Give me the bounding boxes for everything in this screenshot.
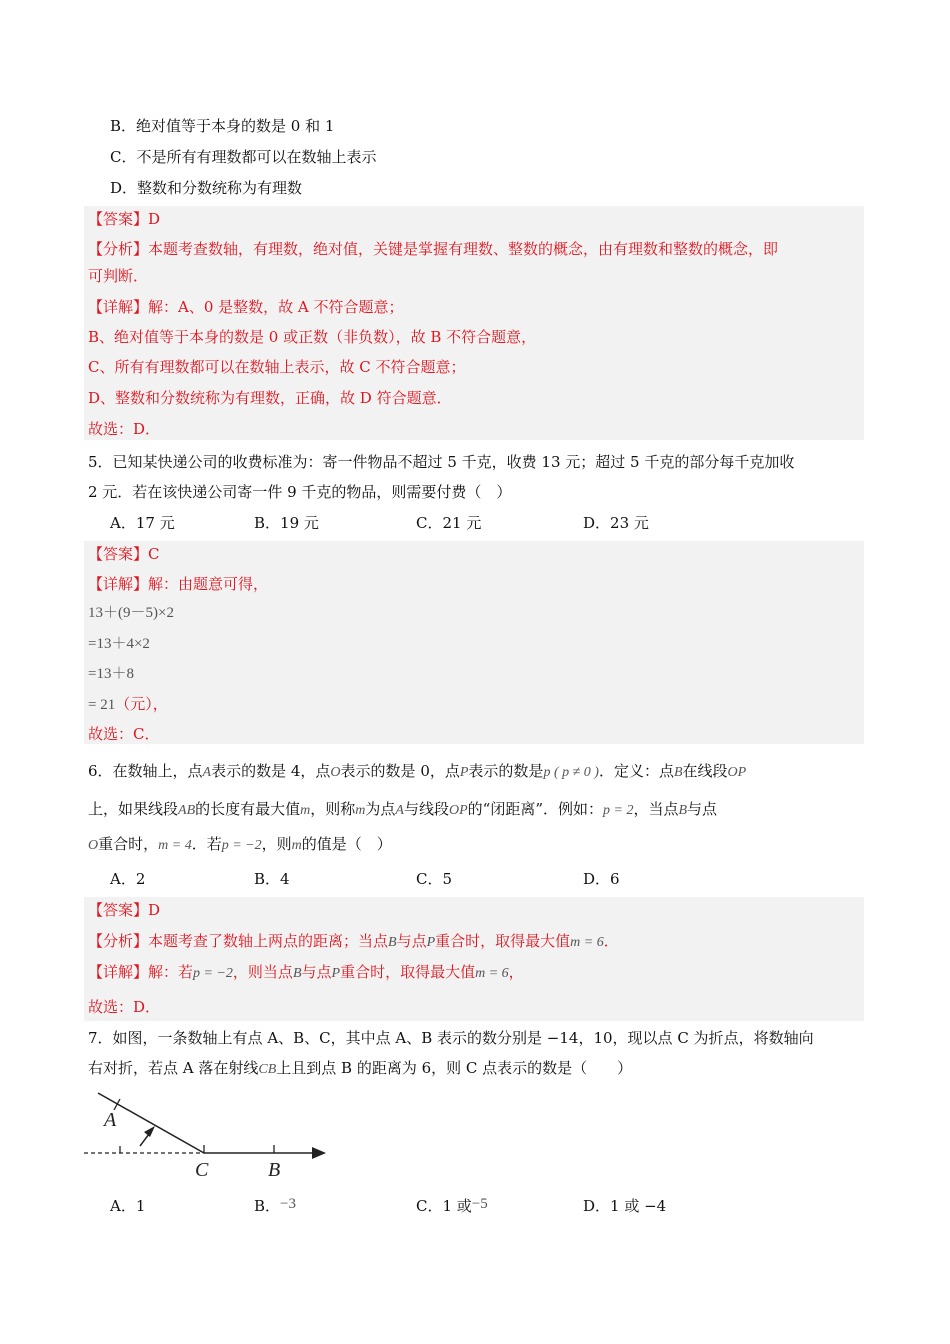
q6-text: 与点 — [687, 800, 718, 818]
q6-expr-p2: p = 2 — [603, 803, 634, 818]
q7-number-line-figure — [84, 1088, 334, 1183]
q5-calc-unit: （元）， — [115, 695, 168, 713]
q6-text: 为点 — [365, 800, 396, 818]
q5-calc-line3: =13＋8 — [88, 666, 134, 682]
q6-analysis — [88, 931, 619, 953]
q6-segment-op: OP — [727, 765, 747, 780]
q6-text: 的长度有最大值 — [195, 800, 301, 818]
q7-option-c — [416, 1196, 488, 1217]
q6-point-o: O — [88, 838, 99, 853]
q6-point-p: P — [426, 935, 436, 950]
q5-conclusion: 故选：C． — [88, 725, 160, 743]
q6-detail-text: ， — [508, 963, 524, 981]
q6-detail — [88, 962, 524, 984]
q6-expr-p: p ( p ≠ 0 ) — [543, 765, 599, 780]
q6-analysis-text: ． — [603, 932, 619, 950]
q4-detail-line4: D、整数和分数统称为有理数，正确，故 D 符合题意． — [88, 389, 452, 407]
q6-detail-text: 【详解】解：若 — [88, 963, 194, 981]
q6-analysis-text: 与点 — [396, 932, 427, 950]
q6-text: ，则 — [261, 835, 292, 853]
q6-stem-line1 — [88, 761, 746, 783]
q5-option-c: C．21 元 — [416, 514, 482, 532]
q6-text: ，则称 — [310, 800, 356, 818]
q6-expr-pm2: p = −2 — [221, 838, 262, 853]
q7-option-c-value: −5 — [471, 1196, 488, 1212]
q7-option-c-label: C．1 或 — [416, 1197, 472, 1215]
q7-stem-text: 上且到点 B 的距离为 6，则 C 点表示的数是（ ） — [276, 1059, 633, 1077]
q6-stem-line2 — [88, 799, 717, 821]
q4-detail-line2: B、绝对值等于本身的数是 0 或正数（非负数），故 B 不符合题意， — [88, 328, 537, 346]
q6-segment-op: OP — [449, 803, 468, 818]
q6-text: 表示的数是 — [468, 762, 544, 780]
q5-stem-line1: 5．已知某快递公司的收费标准为：寄一件物品不超过 5 千克，收费 13 元；超过 5 千克的部分每千克加收 — [88, 453, 795, 471]
q7-fold-arrowhead — [144, 1126, 155, 1137]
q6-text: ．定义：点 — [598, 762, 674, 780]
q5-answer-box — [84, 541, 864, 744]
q6-text: 上，如果线段 — [88, 800, 179, 818]
q6-text: ．若 — [191, 835, 222, 853]
q6-answer: 【答案】D — [88, 901, 161, 919]
q4-option-b: B．绝对值等于本身的数是 0 和 1 — [110, 117, 335, 135]
q6-conclusion: 故选：D． — [88, 998, 161, 1016]
q6-expr-m6: m = 6 — [475, 966, 509, 981]
q7-option-b-label: B． — [254, 1197, 281, 1215]
q6-text: 表示的数是 0，点 — [340, 762, 460, 780]
q5-calc-line1: 13＋(9－5)×2 — [88, 605, 174, 621]
q6-text: ，当点 — [633, 800, 679, 818]
q6-point-b: B — [388, 935, 397, 950]
q5-calc-line4 — [88, 694, 168, 715]
q7-label-c: C — [195, 1159, 209, 1181]
q4-option-d: D．整数和分数统称为有理数 — [110, 179, 303, 197]
q6-analysis-text: 【分析】本题考查了数轴上两点的距离；当点 — [88, 932, 389, 950]
q6-point-b: B — [292, 966, 302, 981]
q5-answer: 【答案】C — [88, 545, 160, 563]
q7-stem-line2 — [88, 1058, 632, 1080]
q4-analysis-line1: 【分析】本题考查数轴，有理数，绝对值，关键是掌握有理数、整数的概念，由有理数和整数的概念，即 — [88, 240, 779, 258]
q7-stem-text: 右对折，若点 A 落在射线 — [88, 1059, 259, 1077]
q7-ray-cb: CB — [258, 1062, 277, 1077]
q6-text: 重合时， — [98, 835, 159, 853]
q6-option-d: D．6 — [583, 870, 620, 888]
q6-point-b: B — [678, 803, 688, 818]
q5-calc-line2: =13＋4×2 — [88, 636, 150, 652]
q6-point-p: P — [459, 765, 469, 780]
q6-var-m: m — [300, 803, 311, 818]
q6-analysis-text: 重合时，取得最大值 — [435, 932, 571, 950]
q7-axis-arrowhead — [312, 1147, 326, 1159]
q7-option-d: D．1 或 −4 — [583, 1197, 667, 1215]
q6-segment-ab: AB — [178, 803, 196, 818]
q6-point-o: O — [330, 765, 341, 780]
q6-detail-text: ，则当点 — [232, 963, 293, 981]
q7-option-a: A．1 — [110, 1197, 146, 1215]
q6-text: 的值是（ ） — [301, 835, 392, 853]
q4-analysis-line2: 可判断． — [88, 267, 149, 285]
q6-text: 在线段 — [682, 762, 728, 780]
q6-expr-m6: m = 6 — [570, 935, 604, 950]
q4-detail-line3: C、所有有理数都可以在数轴上表示，故 C 不符合题意； — [88, 358, 466, 376]
q7-stem-line1: 7．如图，一条数轴上有点 A、B、C，其中点 A、B 表示的数分别是 −14，10，现以点 C 为折点，将数轴向 — [88, 1029, 814, 1047]
q6-expr-pm2: p = −2 — [193, 966, 233, 981]
q5-calc-result: = 21 — [88, 697, 116, 713]
q6-point-a: A — [202, 765, 212, 780]
q6-var-m: m — [291, 838, 302, 853]
q6-detail-text: 重合时，取得最大值 — [340, 963, 476, 981]
q6-text: 6．在数轴上，点 — [88, 762, 203, 780]
q4-option-c: C．不是所有有理数都可以在数轴上表示 — [110, 148, 377, 166]
q4-conclusion: 故选：D． — [88, 420, 161, 438]
q5-option-b: B．19 元 — [254, 514, 319, 532]
q7-label-b: B — [268, 1159, 281, 1181]
q7-option-b — [254, 1196, 296, 1217]
q7-label-a: A — [104, 1109, 117, 1131]
q6-detail-text: 与点 — [301, 963, 332, 981]
q6-option-a: A．2 — [110, 870, 146, 888]
q6-point-p: P — [331, 966, 341, 981]
q6-stem-line3 — [88, 834, 392, 856]
q5-option-a: A．17 元 — [110, 514, 175, 532]
q6-option-c: C．5 — [416, 870, 453, 888]
q6-point-b: B — [673, 765, 683, 780]
q6-var-m: m — [355, 803, 366, 818]
q4-detail-line1: 【详解】解：A、0 是整数，故 A 不符合题意； — [88, 298, 404, 316]
q6-answer-box — [84, 897, 864, 1021]
q6-point-a: A — [395, 803, 404, 818]
q5-detail-intro: 【详解】解：由题意可得， — [88, 575, 269, 593]
q4-answer: 【答案】D — [88, 210, 161, 228]
q6-text: 与线段 — [403, 800, 449, 818]
q6-text: 表示的数是 4，点 — [211, 762, 331, 780]
q6-expr-m4: m = 4 — [158, 838, 192, 853]
q7-option-b-value: −3 — [280, 1196, 296, 1212]
q5-stem-line2: 2 元．若在该快递公司寄一件 9 千克的物品，则需要付费（ ） — [88, 483, 512, 501]
q6-option-b: B．4 — [254, 870, 290, 888]
q6-text: 的“闭距离”．例如： — [467, 800, 604, 818]
q5-option-d: D．23 元 — [583, 514, 649, 532]
